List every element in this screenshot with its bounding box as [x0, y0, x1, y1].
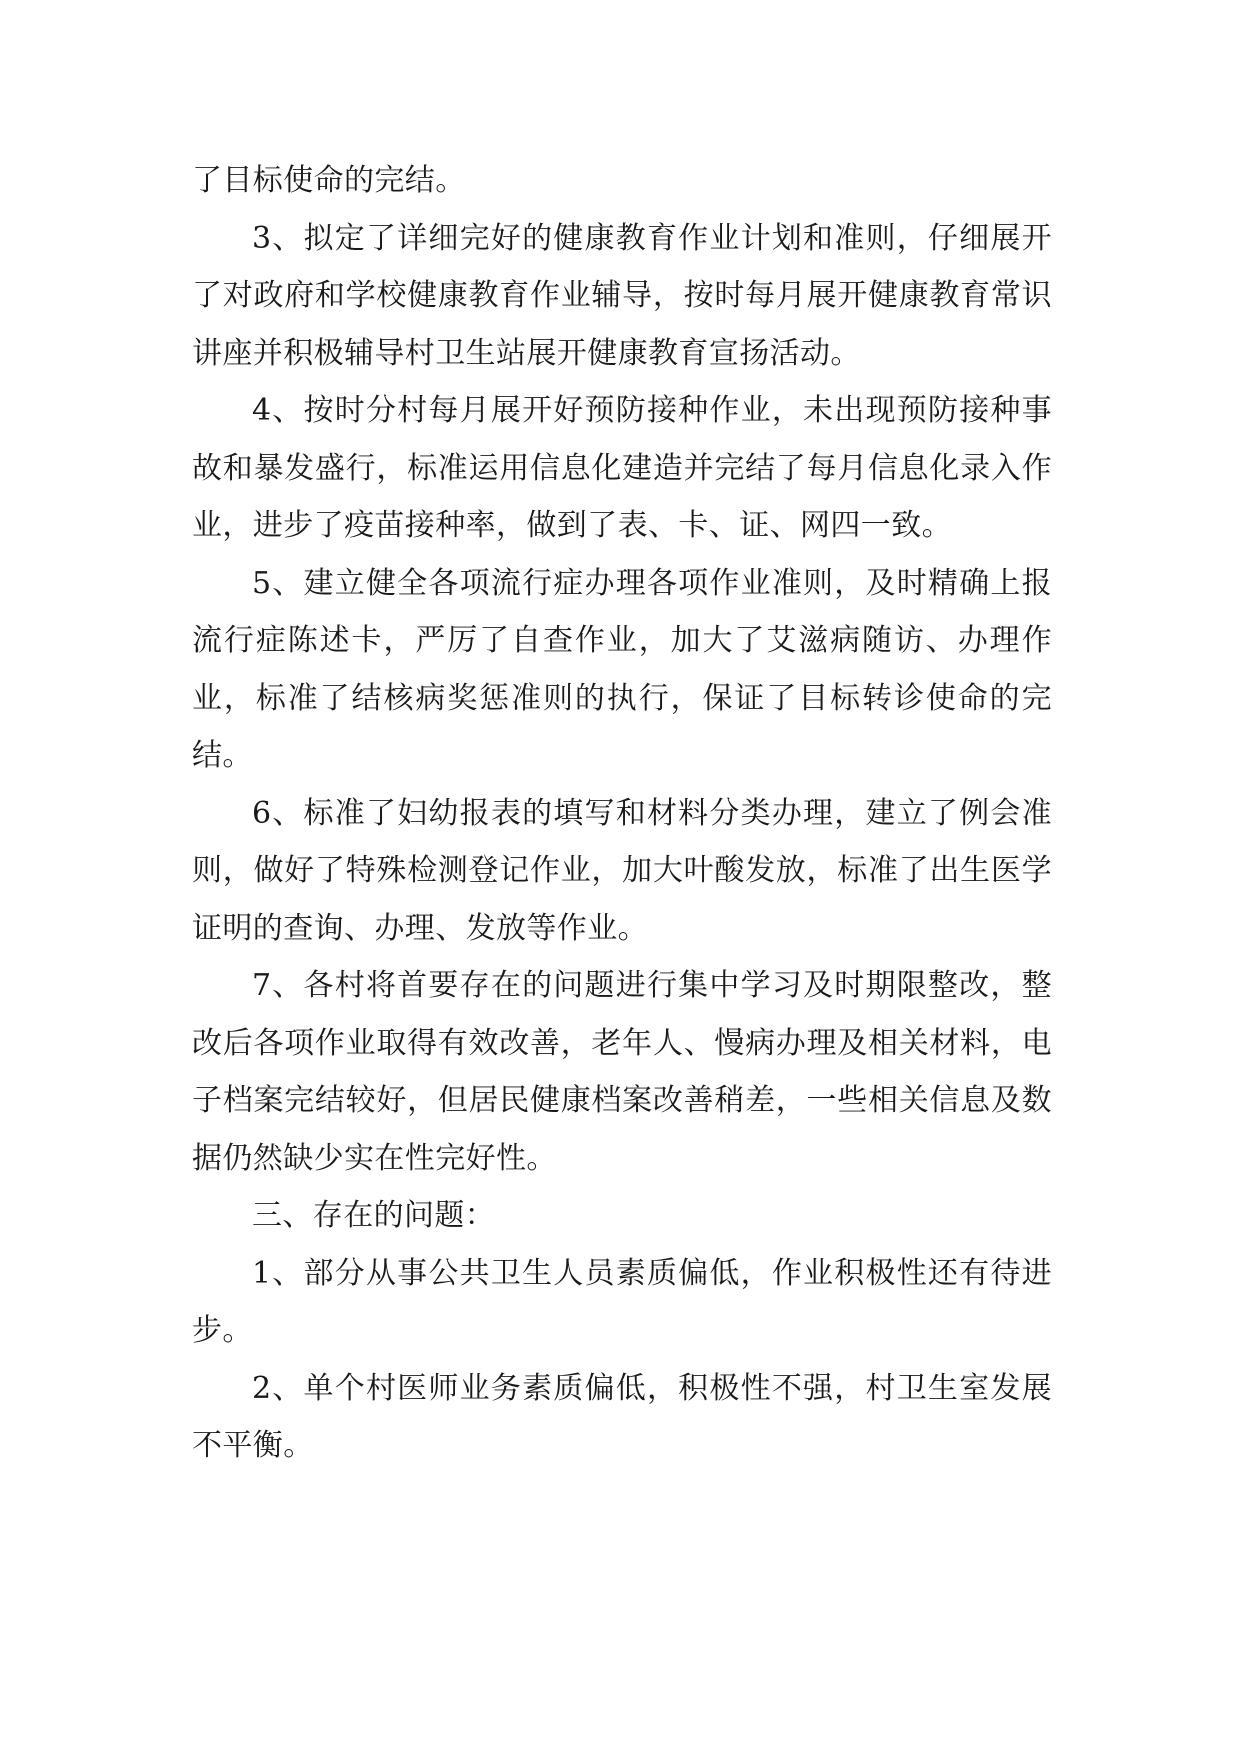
paragraph-item-7: 7、各村将首要存在的问题进行集中学习及时期限整改，整改后各项作业取得有效改善，老年人、慢病办理及相关材料，电子档案完结较好，但居民健康档案改善稍差，一些相关信息及数据仍然缺少实在性完好性。 [192, 968, 1052, 1176]
document-body [192, 152, 1052, 1475]
problem-item-2: 2、单个村医师业务素质偏低，积极性不强，村卫生室发展不平衡。 [192, 1370, 1052, 1463]
paragraph-item-6: 6、标准了妇幼报表的填写和材料分类办理，建立了例会准则，做好了特殊检测登记作业，加大叶酸发放，标准了出生医学证明的查询、办理、发放等作业。 [192, 795, 1052, 946]
paragraph-item-4: 4、按时分村每月展开好预防接种作业，未出现预防接种事故和暴发盛行，标准运用信息化建造并完结了每月信息化录入作业，进步了疫苗接种率，做到了表、卡、证、网四一致。 [192, 393, 1052, 543]
paragraph-item-3: 3、拟定了详细完好的健康教育作业计划和准则，仔细展开了对政府和学校健康教育作业辅导，按时每月展开健康教育常识讲座并积极辅导村卫生站展开健康教育宣扬活动。 [192, 220, 1052, 371]
problem-item-1: 1、部分从事公共卫生人员素质偏低，作业积极性还有待进步。 [192, 1255, 1052, 1348]
paragraph-continuation: 了目标使命的完结。 [192, 163, 466, 198]
paragraph-item-5: 5、建立健全各项流行症办理各项作业准则，及时精确上报流行症陈述卡，严厉了自查作业，加大了艾滋病随访、办理作业，标准了结核病奖惩准则的执行，保证了目标转诊使命的完结。 [192, 565, 1052, 773]
section-heading-problems: 三、存在的问题： [252, 1198, 496, 1233]
